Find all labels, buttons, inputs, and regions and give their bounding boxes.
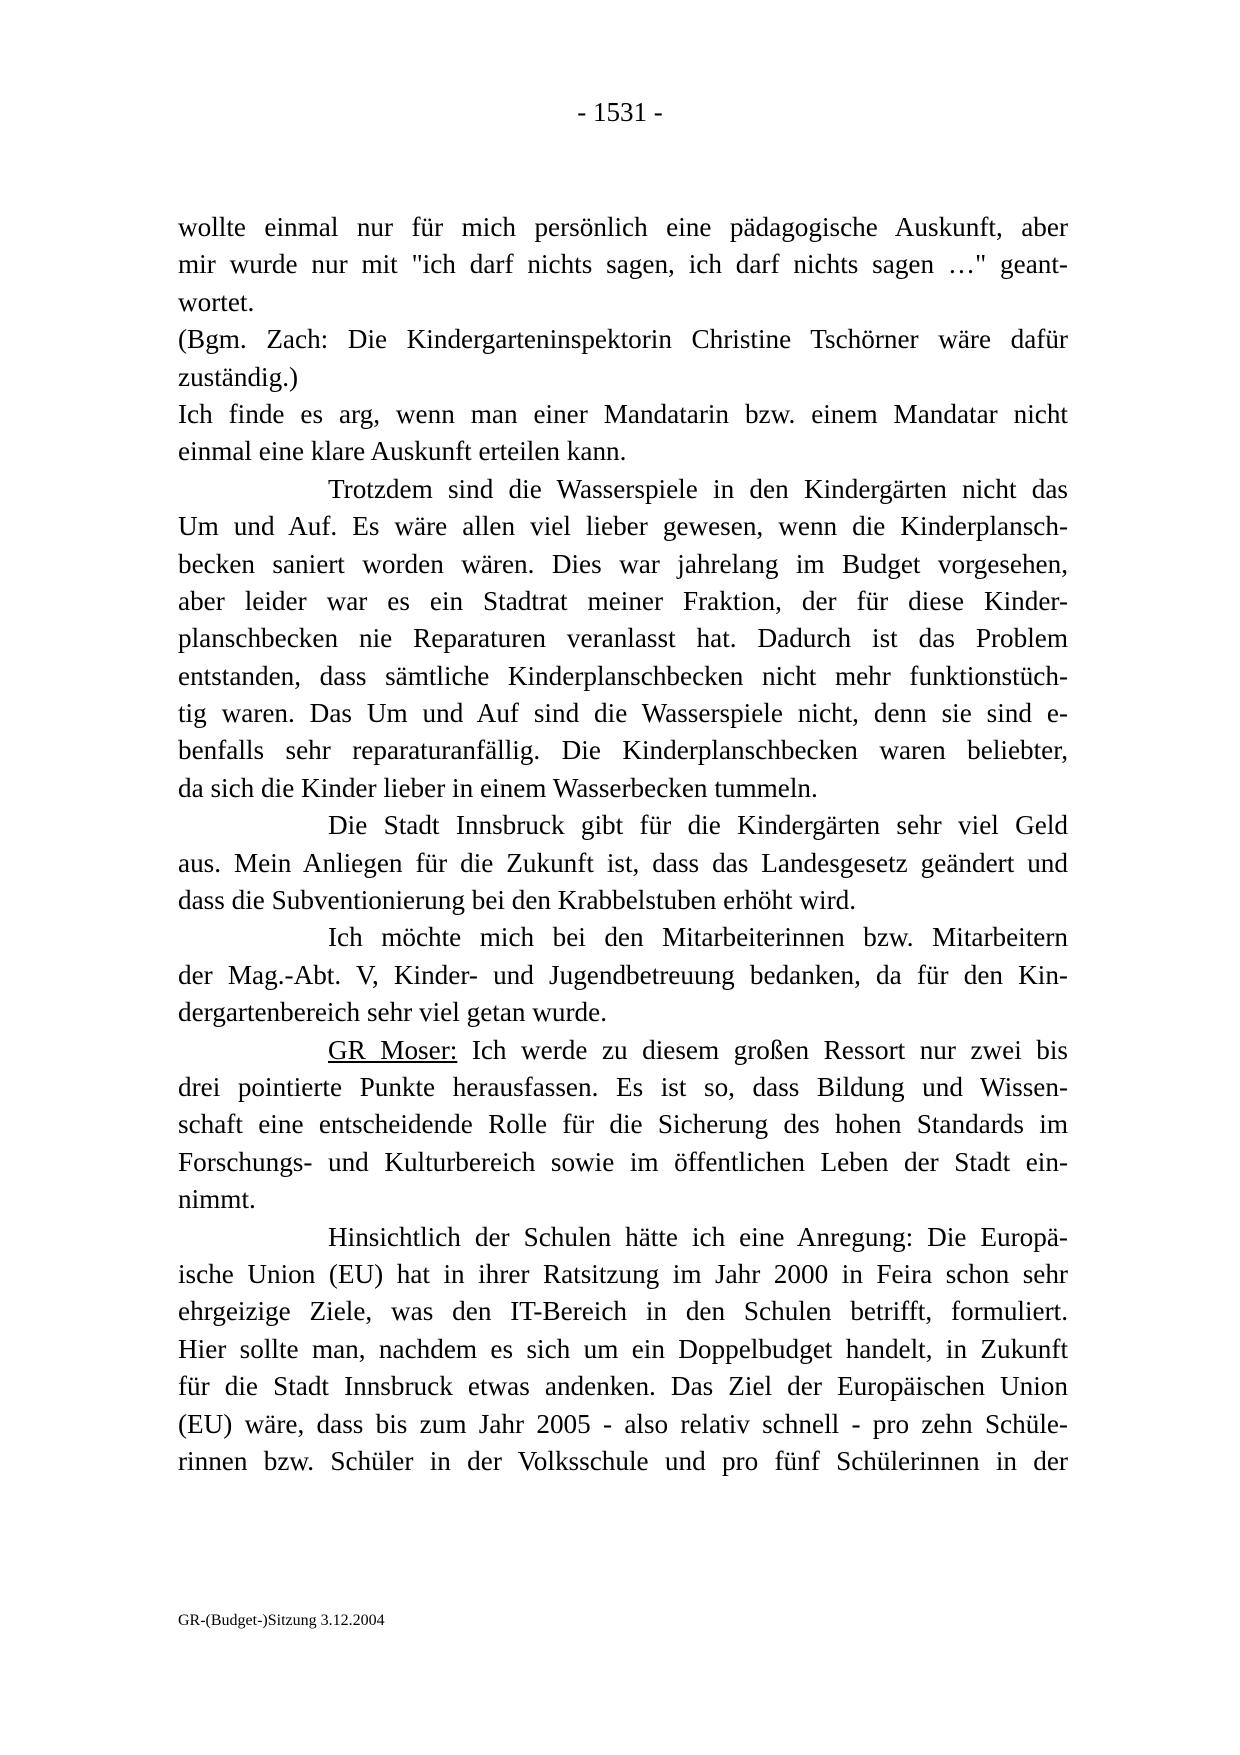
- text-line: für die Stadt Innsbruck etwas andenken. Das Ziel der Europäischen Union: [178, 1371, 1068, 1402]
- speaker-name: GR Moser:: [328, 1034, 458, 1065]
- text-line: dass die Subventionierung bei den Krabbelstuben erhöht wird.: [178, 885, 857, 916]
- text-line: Hinsichtlich der Schulen hätte ich eine Anregung: Die Europä-: [328, 1221, 1068, 1252]
- text-line: tig waren. Das Um und Auf sind die Wasserspiele nicht, denn sie sind e-: [178, 698, 1068, 729]
- text-line: ehrgeizige Ziele, was den IT-Bereich in den Schulen betrifft, formuliert.: [178, 1296, 1068, 1327]
- body-text: [178, 209, 1068, 1480]
- interjection-line: zuständig.): [178, 361, 299, 392]
- text-line: dergartenbereich sehr viel getan wurde.: [178, 997, 608, 1028]
- text-line: Forschungs- und Kulturbereich sowie im öffentlichen Leben der Stadt ein-: [178, 1146, 1068, 1177]
- page-number: - 1531 -: [577, 97, 663, 127]
- text-line: Ich möchte mich bei den Mitarbeiterinnen bzw. Mitarbeitern: [328, 922, 1068, 953]
- text-line: aus. Mein Anliegen für die Zukunft ist, dass das Landesgesetz geändert und: [178, 847, 1068, 878]
- text-line: Die Stadt Innsbruck gibt für die Kindergärten sehr viel Geld: [328, 810, 1068, 841]
- text-line: rinnen bzw. Schüler in der Volksschule und pro fünf Schülerinnen in der: [178, 1445, 1068, 1476]
- text-line: nimmt.: [178, 1184, 256, 1215]
- text-line: entstanden, dass sämtliche Kinderplanschbecken nicht mehr funktionstüch-: [178, 660, 1068, 691]
- text-line: wortet.: [178, 286, 255, 317]
- text-line: Trotzdem sind die Wasserspiele in den Kindergärten nicht das: [328, 473, 1068, 504]
- text-line: aber leider war es ein Stadtrat meiner Fraktion, der für diese Kinder-: [178, 585, 1068, 616]
- text-line: der Mag.-Abt. V, Kinder- und Jugendbetreuung bedanken, da für den Kin-: [178, 959, 1068, 990]
- text-line: ische Union (EU) hat in ihrer Ratsitzung im Jahr 2000 in Feira schon sehr: [178, 1258, 1068, 1289]
- text-line: einmal eine klare Auskunft erteilen kann.: [178, 436, 627, 467]
- text-line: Um und Auf. Es wäre allen viel lieber gewesen, wenn die Kinderplansch-: [178, 511, 1068, 542]
- footer-session-label: GR-(Budget-)Sitzung 3.12.2004: [178, 1612, 385, 1629]
- text-line: drei pointierte Punkte herausfassen. Es ist so, dass Bildung und Wissen-: [178, 1071, 1068, 1102]
- text-line: Hier sollte man, nachdem es sich um ein Doppelbudget handelt, in Zukunft: [178, 1333, 1068, 1364]
- speaker-text: Ich werde zu diesem großen Ressort nur zwei bis: [471, 1034, 1068, 1065]
- text-line: benfalls sehr reparaturanfällig. Die Kinderplanschbecken waren beliebter,: [178, 735, 1068, 766]
- text-line: (EU) wäre, dass bis zum Jahr 2005 - also relativ schnell - pro zehn Schüle-: [178, 1408, 1068, 1439]
- interjection-line: (Bgm. Zach: Die Kindergarteninspektorin Christine Tschörner wäre dafür: [178, 324, 1068, 355]
- text-line: Ich finde es arg, wenn man einer Mandatarin bzw. einem Mandatar nicht: [178, 398, 1068, 429]
- text-line: wollte einmal nur für mich persönlich eine pädagogische Auskunft, aber: [178, 212, 1068, 242]
- text-line: da sich die Kinder lieber in einem Wasserbecken tummeln.: [178, 772, 818, 803]
- speaker-line: [178, 1032, 1068, 1069]
- text-line: planschbecken nie Reparaturen veranlasst hat. Dadurch ist das Problem: [178, 623, 1068, 654]
- text-line: schaft eine entscheidende Rolle für die Sicherung des hohen Standards im: [178, 1109, 1068, 1140]
- text-line: mir wurde nur mit "ich darf nichts sagen, ich darf nichts sagen …" geant-: [178, 249, 1068, 280]
- text-line: becken saniert worden wären. Dies war jahrelang im Budget vorgesehen,: [178, 548, 1068, 579]
